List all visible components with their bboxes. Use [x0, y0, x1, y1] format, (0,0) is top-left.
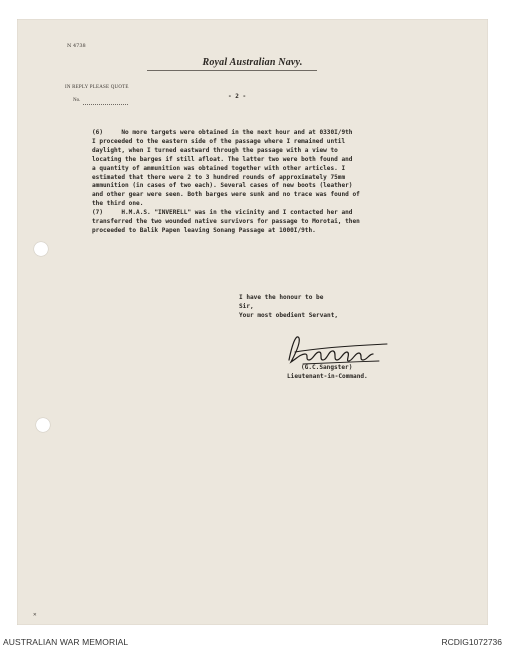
form-number: N 4738 — [67, 43, 86, 49]
closing-salutation: Sir, — [239, 303, 254, 310]
footer-institution: AUSTRALIAN WAR MEMORIAL — [3, 637, 129, 647]
text-line: (6) No more targets were obtained in the next hour and at 0330I/9th — [92, 129, 353, 136]
signatory-block — [287, 364, 368, 381]
text-line: locating the barges if still afloat. The latter two were both found and — [92, 155, 353, 163]
letterhead-rule — [147, 70, 317, 71]
document-page — [17, 19, 488, 625]
letter-body — [92, 129, 482, 236]
handwritten-signature — [283, 332, 393, 367]
paragraph-6 — [92, 129, 482, 209]
reference-number-label: No. — [73, 98, 81, 103]
signatory-rank: Lieutenant-in-Command. — [287, 372, 368, 380]
text-line: (7) H.M.A.S. "INVERELL" was in the vicinity and I contacted her and — [92, 209, 353, 217]
footer-record-id: RCDIG1072736 — [441, 637, 502, 647]
text-line: transferred the two wounded native survivors for passage to Morotai, then — [92, 218, 360, 226]
corner-mark: ✕ — [33, 611, 37, 618]
text-line: and other gear were seen. Both barges were sunk and no trace was found of — [92, 191, 360, 199]
text-line: the third one. — [92, 200, 144, 208]
punch-hole — [36, 418, 50, 432]
reference-number-line — [83, 104, 128, 105]
closing-block — [239, 293, 338, 320]
text-line: ammunition (in cases of two each). Several cases of new boots (leather) — [92, 182, 353, 190]
text-line: estimated that there were 2 to 3 hundred rounds of approximately 75mm — [92, 173, 346, 181]
reply-quote-label: IN REPLY PLEASE QUOTE — [65, 85, 129, 90]
text-line: I proceeded to the eastern side of the passage where I remained until — [92, 137, 346, 145]
text-line: proceeded to Balik Papen leaving Sonang Passage at 1000I/9th. — [92, 226, 316, 234]
page-number: - 2 - — [228, 93, 247, 100]
paragraph-7 — [92, 209, 482, 236]
text-line: daylight, when I turned eastward through the passage with a view to — [92, 146, 338, 154]
signatory-name: (G.C.Sangster) — [301, 364, 353, 371]
text-line: a quantity of ammunition was obtained together with other articles. I — [92, 164, 346, 172]
closing-honour: I have the honour to be — [239, 294, 324, 301]
punch-hole — [34, 242, 48, 256]
letterhead-title: Royal Australian Navy. — [202, 57, 303, 68]
closing-servant: Your most obedient Servant, — [239, 312, 339, 319]
